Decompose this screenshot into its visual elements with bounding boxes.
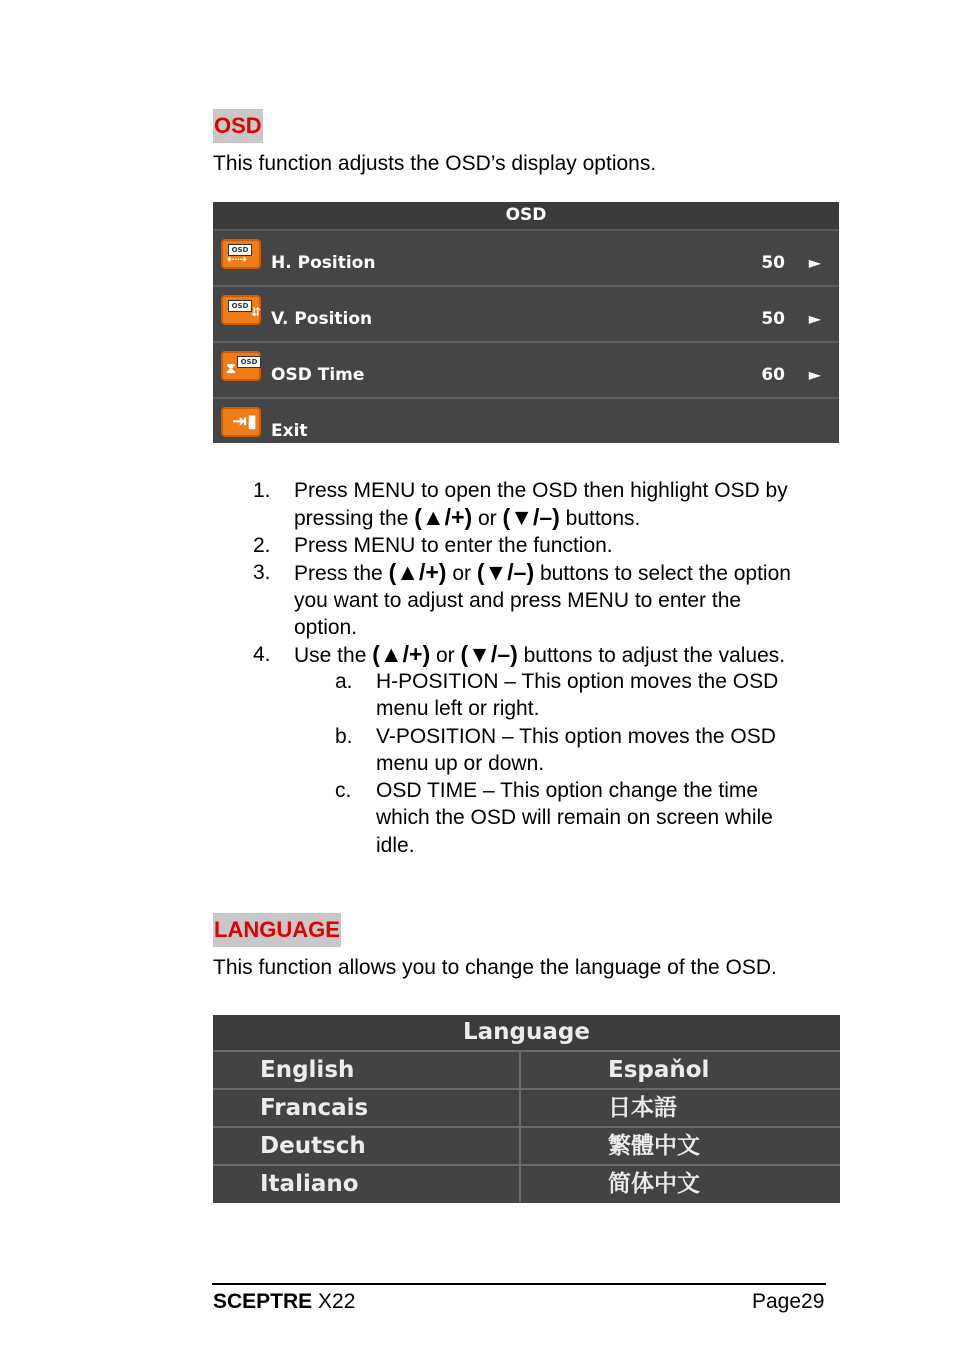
language-option-english[interactable]: English bbox=[213, 1052, 521, 1088]
language-row bbox=[213, 1166, 840, 1202]
step-text: or bbox=[478, 507, 497, 530]
osd-row-osd-time[interactable] bbox=[213, 343, 839, 399]
step-1-line-1: Press MENU to open the OSD then highlight OSD by bbox=[294, 479, 788, 502]
substep-c-line-2: which the OSD will remain on screen while bbox=[376, 806, 773, 829]
step-text: buttons to select the option bbox=[539, 562, 791, 585]
osd-horizontal-position-icon bbox=[221, 239, 261, 269]
step-1-number: 1. bbox=[253, 479, 271, 502]
down-minus-button-symbol: (▼/–) bbox=[476, 559, 535, 585]
step-1-line-2 bbox=[294, 504, 640, 532]
right-arrow-icon: ► bbox=[808, 253, 821, 272]
vertical-arrows-icon: ⇵ bbox=[251, 305, 262, 319]
language-option-japanese[interactable]: 日本語 bbox=[608, 1095, 677, 1121]
down-minus-button-symbol: (▼/–) bbox=[460, 641, 518, 667]
osd-row-value: 50 bbox=[761, 253, 785, 273]
osd-row-label: V. Position bbox=[271, 309, 373, 329]
step-3-number: 3. bbox=[253, 561, 271, 584]
osd-row-label: H. Position bbox=[271, 253, 376, 273]
language-section-heading: LANGUAGE bbox=[213, 913, 341, 947]
language-option-espanol[interactable]: Espaňol bbox=[608, 1057, 710, 1083]
language-option-deutsch[interactable]: Deutsch bbox=[213, 1128, 521, 1164]
osd-vertical-position-icon bbox=[221, 295, 261, 325]
footer-product bbox=[213, 1289, 355, 1315]
up-plus-button-symbol: (▲/+) bbox=[388, 559, 447, 585]
osd-row-label: Exit bbox=[271, 421, 308, 441]
osd-row-v-position[interactable] bbox=[213, 287, 839, 343]
substep-b-letter: b. bbox=[335, 725, 353, 748]
language-option-italiano[interactable]: Italiano bbox=[213, 1166, 521, 1202]
footer-divider bbox=[212, 1283, 826, 1285]
substep-a-line-2: menu left or right. bbox=[376, 697, 540, 720]
up-plus-button-symbol: (▲/+) bbox=[414, 504, 473, 530]
step-text: pressing the bbox=[294, 507, 409, 530]
exit-door-icon: ⇥▮ bbox=[232, 411, 257, 432]
language-section-description: This function allows you to change the language of the OSD. bbox=[213, 956, 777, 979]
substep-c-line-1: OSD TIME – This option change the time bbox=[376, 779, 759, 802]
substep-c-letter: c. bbox=[335, 779, 352, 802]
step-text: or bbox=[435, 644, 455, 667]
right-arrow-icon: ► bbox=[808, 309, 821, 328]
language-option-traditional-chinese[interactable]: 繁體中文 bbox=[608, 1133, 700, 1159]
language-row bbox=[213, 1052, 840, 1090]
osd-menu-title: OSD bbox=[213, 202, 839, 231]
step-2-text: Press MENU to enter the function. bbox=[294, 534, 613, 557]
substep-b-line-1: V-POSITION – This option moves the OSD bbox=[376, 725, 776, 748]
osd-row-exit[interactable] bbox=[213, 399, 839, 453]
step-text: Press the bbox=[294, 562, 383, 585]
language-option-francais[interactable]: Francais bbox=[213, 1090, 521, 1126]
osd-row-h-position[interactable] bbox=[213, 231, 839, 287]
step-text: or bbox=[452, 562, 471, 585]
right-arrow-icon: ► bbox=[808, 365, 821, 384]
osd-chip-label: OSD bbox=[237, 356, 261, 368]
language-row bbox=[213, 1090, 840, 1128]
footer-page-number: Page29 bbox=[752, 1290, 825, 1313]
step-4-number: 4. bbox=[253, 643, 271, 666]
substep-a-line-1: H-POSITION – This option moves the OSD bbox=[376, 670, 779, 693]
substep-c-line-3: idle. bbox=[376, 834, 415, 857]
osd-row-label: OSD Time bbox=[271, 365, 365, 385]
osd-row-value: 50 bbox=[761, 309, 785, 329]
substep-b-line-2: menu up or down. bbox=[376, 752, 545, 775]
step-3-line-3: option. bbox=[294, 616, 358, 639]
osd-row-value: 60 bbox=[761, 365, 785, 385]
hourglass-icon: ⧗ bbox=[226, 361, 236, 377]
step-text: buttons to adjust the values. bbox=[523, 644, 786, 667]
language-menu-title: Language bbox=[213, 1015, 840, 1052]
language-row bbox=[213, 1128, 840, 1166]
osd-section-heading: OSD bbox=[213, 109, 263, 143]
osd-section-description: This function adjusts the OSD’s display options. bbox=[213, 152, 657, 175]
down-minus-button-symbol: (▼/–) bbox=[502, 504, 560, 530]
step-3-line-2: you want to adjust and press MENU to enter the bbox=[294, 589, 742, 612]
step-4-line-1 bbox=[294, 641, 785, 669]
language-menu-panel bbox=[213, 1015, 840, 1203]
substep-a-letter: a. bbox=[335, 670, 353, 693]
footer-brand: SCEPTRE bbox=[213, 1290, 313, 1313]
step-2-number: 2. bbox=[253, 534, 271, 557]
step-text: Use the bbox=[294, 644, 367, 667]
language-option-simplified-chinese[interactable]: 简体中文 bbox=[608, 1171, 700, 1197]
horizontal-arrows-icon: ⇠⇢ bbox=[227, 252, 248, 266]
up-plus-button-symbol: (▲/+) bbox=[372, 641, 431, 667]
step-text: buttons. bbox=[565, 507, 641, 530]
exit-icon bbox=[221, 407, 261, 437]
osd-menu-panel bbox=[213, 202, 839, 443]
footer-model: X22 bbox=[318, 1290, 356, 1313]
step-3-line-1 bbox=[294, 559, 791, 587]
osd-chip-label: OSD bbox=[228, 300, 252, 312]
osd-time-icon bbox=[221, 351, 261, 381]
osd-chip-label: OSD bbox=[228, 244, 252, 256]
